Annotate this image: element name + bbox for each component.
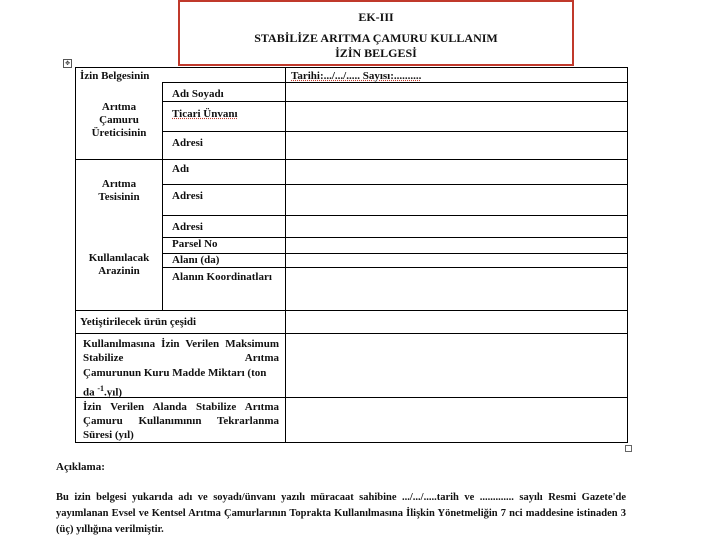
note-body: Bu izin belgesi yukarıda adı ve soyadı/ünvanı yazılı müracaat sahibine .../.../.....tarih ve ............. sayılı Resmi Gazete'de yayımlanan Evsel ve Kentsel Arıtma Çamurlarının Toprakta Kullanılmasına İlişkin Yönetmeliğin 7 nci maddesine istinaden 3 (üç) yıllığına verilmiştir. <box>56 492 626 535</box>
table-move-handle-icon[interactable]: ✥ <box>64 60 71 67</box>
land-coordinates-label: Alanın Koordinatları <box>172 271 272 283</box>
producer-trade-name-label: Ticari Ünvanı <box>172 108 238 120</box>
max-amount-unit: da $^{-1}$.yıl) <box>83 384 123 399</box>
table-resize-handle[interactable] <box>625 445 632 452</box>
max-amount-label: Kullanılmasına İzin Verilen Maksimum Stabilize Arıtma <box>83 338 279 364</box>
producer-address-label: Adresi <box>172 137 203 149</box>
document-subtitle: İZİN BELGESİ <box>335 46 417 60</box>
land-section-label: Kullanılacak Arazinin <box>88 252 150 277</box>
facility-address-label: Adresi <box>172 190 203 202</box>
permit-holder-label: İzin Belgesinin <box>80 70 150 82</box>
crop-type-label: Yetiştirilecek ürün çeşidi <box>80 316 197 328</box>
repeat-period-line1: İzin Verilen Alanda Stabilize Arıtma <box>83 401 279 413</box>
repeat-period-line2: Çamuru Kullanımının Tekrarlanma <box>83 415 279 427</box>
facility-name-label: Adı <box>172 163 190 175</box>
permit-form-table <box>75 67 628 443</box>
producer-section-label: Arıtma Çamuru Üreticisinin <box>91 101 147 139</box>
max-amount-line3: Çamurunun Kuru Madde Miktarı (ton <box>83 367 267 379</box>
land-address-label: Adresi <box>172 221 203 233</box>
land-parcel-label: Parsel No <box>172 238 218 250</box>
date-number-field[interactable]: Tarihi:.../.../..... Sayısı:.......... <box>291 70 422 82</box>
repeat-period-line3: Süresi (yıl) <box>83 429 134 441</box>
producer-name-label: Adı Soyadı <box>172 88 224 100</box>
note-title: Açıklama: <box>56 461 105 473</box>
document-title: STABİLİZE ARITMA ÇAMURU KULLANIM <box>254 31 498 45</box>
annex-label: EK-III <box>358 10 394 24</box>
facility-section-label: Arıtma Tesisinin <box>98 178 140 203</box>
land-area-label: Alanı (da) <box>172 254 220 266</box>
